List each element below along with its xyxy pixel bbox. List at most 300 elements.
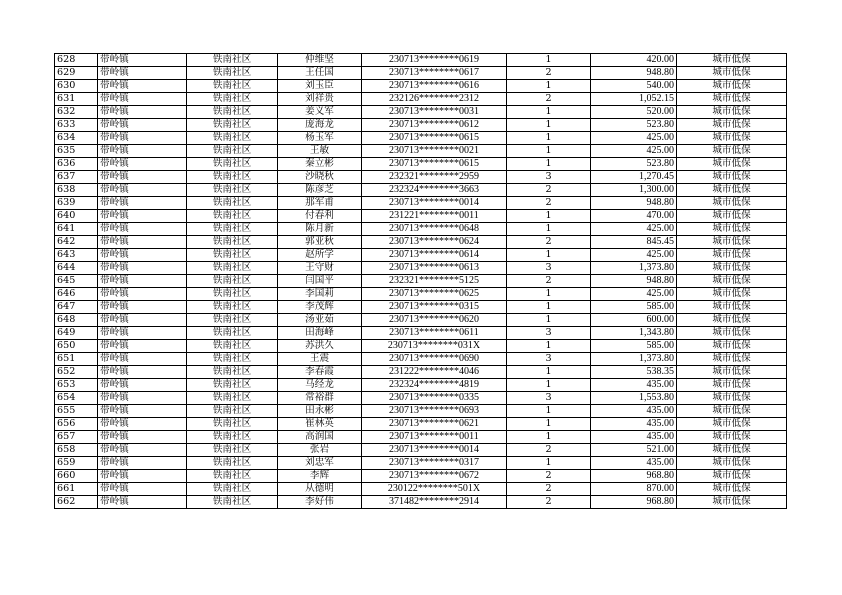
table-row bbox=[55, 379, 787, 392]
amount-cell: 1,300.00 bbox=[591, 184, 677, 197]
town-cell: 带岭镇 bbox=[98, 158, 187, 171]
table-row bbox=[55, 93, 787, 106]
assistance-type-cell: 城市低保 bbox=[677, 379, 787, 392]
town-cell: 带岭镇 bbox=[98, 93, 187, 106]
row-number: 637 bbox=[55, 171, 98, 184]
household-count-cell: 2 bbox=[507, 67, 591, 80]
row-number: 641 bbox=[55, 223, 98, 236]
household-count-cell: 1 bbox=[507, 80, 591, 93]
amount-cell: 435.00 bbox=[591, 379, 677, 392]
community-cell: 铁南社区 bbox=[187, 275, 278, 288]
household-count-cell: 1 bbox=[507, 457, 591, 470]
assistance-type-cell: 城市低保 bbox=[677, 366, 787, 379]
household-count-cell: 1 bbox=[507, 119, 591, 132]
assistance-type-cell: 城市低保 bbox=[677, 93, 787, 106]
id-number-cell: 232321********2959 bbox=[362, 171, 507, 184]
community-cell: 铁南社区 bbox=[187, 171, 278, 184]
assistance-type-cell: 城市低保 bbox=[677, 197, 787, 210]
assistance-type-cell: 城市低保 bbox=[677, 340, 787, 353]
id-number-cell: 230713********0014 bbox=[362, 197, 507, 210]
row-number: 634 bbox=[55, 132, 98, 145]
name-cell: 姜义军 bbox=[278, 106, 362, 119]
amount-cell: 435.00 bbox=[591, 405, 677, 418]
name-cell: 赵所学 bbox=[278, 249, 362, 262]
id-number-cell: 232324********4819 bbox=[362, 379, 507, 392]
community-cell: 铁南社区 bbox=[187, 119, 278, 132]
name-cell: 刘祥贵 bbox=[278, 93, 362, 106]
town-cell: 带岭镇 bbox=[98, 236, 187, 249]
id-number-cell: 232126********2312 bbox=[362, 93, 507, 106]
community-cell: 铁南社区 bbox=[187, 405, 278, 418]
row-number: 633 bbox=[55, 119, 98, 132]
amount-cell: 1,373.80 bbox=[591, 262, 677, 275]
amount-cell: 435.00 bbox=[591, 457, 677, 470]
amount-cell: 425.00 bbox=[591, 132, 677, 145]
table-row bbox=[55, 262, 787, 275]
name-cell: 仲维坚 bbox=[278, 54, 362, 67]
town-cell: 带岭镇 bbox=[98, 470, 187, 483]
assistance-type-cell: 城市低保 bbox=[677, 470, 787, 483]
row-number: 644 bbox=[55, 262, 98, 275]
community-cell: 铁南社区 bbox=[187, 392, 278, 405]
amount-cell: 523.80 bbox=[591, 119, 677, 132]
row-number: 649 bbox=[55, 327, 98, 340]
town-cell: 带岭镇 bbox=[98, 223, 187, 236]
household-count-cell: 1 bbox=[507, 301, 591, 314]
community-cell: 铁南社区 bbox=[187, 67, 278, 80]
town-cell: 带岭镇 bbox=[98, 301, 187, 314]
row-number: 655 bbox=[55, 405, 98, 418]
amount-cell: 425.00 bbox=[591, 288, 677, 301]
household-count-cell: 1 bbox=[507, 314, 591, 327]
table-row bbox=[55, 184, 787, 197]
household-count-cell: 1 bbox=[507, 249, 591, 262]
community-cell: 铁南社区 bbox=[187, 470, 278, 483]
id-number-cell: 230713********0613 bbox=[362, 262, 507, 275]
assistance-type-cell: 城市低保 bbox=[677, 444, 787, 457]
household-count-cell: 1 bbox=[507, 418, 591, 431]
household-count-cell: 1 bbox=[507, 379, 591, 392]
community-cell: 铁南社区 bbox=[187, 457, 278, 470]
table-row bbox=[55, 327, 787, 340]
amount-cell: 521.00 bbox=[591, 444, 677, 457]
household-count-cell: 1 bbox=[507, 431, 591, 444]
name-cell: 田永彬 bbox=[278, 405, 362, 418]
row-number: 654 bbox=[55, 392, 98, 405]
name-cell: 王守财 bbox=[278, 262, 362, 275]
amount-cell: 968.80 bbox=[591, 496, 677, 509]
household-count-cell: 2 bbox=[507, 275, 591, 288]
household-count-cell: 2 bbox=[507, 444, 591, 457]
assistance-type-cell: 城市低保 bbox=[677, 223, 787, 236]
amount-cell: 425.00 bbox=[591, 145, 677, 158]
table-row bbox=[55, 470, 787, 483]
row-number: 639 bbox=[55, 197, 98, 210]
table-row bbox=[55, 210, 787, 223]
table-row bbox=[55, 431, 787, 444]
id-number-cell: 231221********0011 bbox=[362, 210, 507, 223]
assistance-type-cell: 城市低保 bbox=[677, 236, 787, 249]
town-cell: 带岭镇 bbox=[98, 288, 187, 301]
amount-cell: 968.80 bbox=[591, 470, 677, 483]
household-count-cell: 2 bbox=[507, 470, 591, 483]
assistance-type-cell: 城市低保 bbox=[677, 184, 787, 197]
assistance-type-cell: 城市低保 bbox=[677, 457, 787, 470]
row-number: 650 bbox=[55, 340, 98, 353]
id-number-cell: 230713********0021 bbox=[362, 145, 507, 158]
name-cell: 陈月新 bbox=[278, 223, 362, 236]
row-number: 636 bbox=[55, 158, 98, 171]
name-cell: 付春利 bbox=[278, 210, 362, 223]
name-cell: 王任国 bbox=[278, 67, 362, 80]
name-cell: 高润国 bbox=[278, 431, 362, 444]
id-number-cell: 230713********0617 bbox=[362, 67, 507, 80]
row-number: 657 bbox=[55, 431, 98, 444]
row-number: 662 bbox=[55, 496, 98, 509]
household-count-cell: 1 bbox=[507, 210, 591, 223]
community-cell: 铁南社区 bbox=[187, 132, 278, 145]
town-cell: 带岭镇 bbox=[98, 210, 187, 223]
table-row bbox=[55, 236, 787, 249]
id-number-cell: 230713********0031 bbox=[362, 106, 507, 119]
assistance-type-cell: 城市低保 bbox=[677, 145, 787, 158]
table-row bbox=[55, 119, 787, 132]
id-number-cell: 231222********4046 bbox=[362, 366, 507, 379]
table-row bbox=[55, 223, 787, 236]
community-cell: 铁南社区 bbox=[187, 210, 278, 223]
amount-cell: 425.00 bbox=[591, 223, 677, 236]
row-number: 642 bbox=[55, 236, 98, 249]
id-number-cell: 230713********0611 bbox=[362, 327, 507, 340]
community-cell: 铁南社区 bbox=[187, 431, 278, 444]
row-number: 628 bbox=[55, 54, 98, 67]
table-row bbox=[55, 145, 787, 158]
household-count-cell: 1 bbox=[507, 54, 591, 67]
community-cell: 铁南社区 bbox=[187, 184, 278, 197]
town-cell: 带岭镇 bbox=[98, 327, 187, 340]
assistance-type-cell: 城市低保 bbox=[677, 67, 787, 80]
id-number-cell: 230713********0317 bbox=[362, 457, 507, 470]
row-number: 651 bbox=[55, 353, 98, 366]
town-cell: 带岭镇 bbox=[98, 249, 187, 262]
town-cell: 带岭镇 bbox=[98, 197, 187, 210]
table-row bbox=[55, 171, 787, 184]
table-row bbox=[55, 366, 787, 379]
household-count-cell: 2 bbox=[507, 197, 591, 210]
id-number-cell: 230713********0648 bbox=[362, 223, 507, 236]
household-count-cell: 1 bbox=[507, 132, 591, 145]
assistance-type-cell: 城市低保 bbox=[677, 249, 787, 262]
household-count-cell: 1 bbox=[507, 106, 591, 119]
community-cell: 铁南社区 bbox=[187, 353, 278, 366]
assistance-type-cell: 城市低保 bbox=[677, 405, 787, 418]
town-cell: 带岭镇 bbox=[98, 184, 187, 197]
household-count-cell: 1 bbox=[507, 288, 591, 301]
id-number-cell: 232321********5125 bbox=[362, 275, 507, 288]
town-cell: 带岭镇 bbox=[98, 340, 187, 353]
amount-cell: 520.00 bbox=[591, 106, 677, 119]
table-row bbox=[55, 353, 787, 366]
name-cell: 陈彦芝 bbox=[278, 184, 362, 197]
household-count-cell: 1 bbox=[507, 340, 591, 353]
name-cell: 崔林英 bbox=[278, 418, 362, 431]
community-cell: 铁南社区 bbox=[187, 145, 278, 158]
assistance-type-cell: 城市低保 bbox=[677, 392, 787, 405]
community-cell: 铁南社区 bbox=[187, 301, 278, 314]
town-cell: 带岭镇 bbox=[98, 132, 187, 145]
assistance-type-cell: 城市低保 bbox=[677, 119, 787, 132]
table-row bbox=[55, 405, 787, 418]
table-row bbox=[55, 444, 787, 457]
id-number-cell: 230713********0620 bbox=[362, 314, 507, 327]
amount-cell: 845.45 bbox=[591, 236, 677, 249]
row-number: 631 bbox=[55, 93, 98, 106]
community-cell: 铁南社区 bbox=[187, 262, 278, 275]
community-cell: 铁南社区 bbox=[187, 366, 278, 379]
amount-cell: 425.00 bbox=[591, 249, 677, 262]
town-cell: 带岭镇 bbox=[98, 145, 187, 158]
amount-cell: 585.00 bbox=[591, 340, 677, 353]
table-row bbox=[55, 54, 787, 67]
row-number: 640 bbox=[55, 210, 98, 223]
amount-cell: 1,373.80 bbox=[591, 353, 677, 366]
assistance-type-cell: 城市低保 bbox=[677, 314, 787, 327]
assistance-type-cell: 城市低保 bbox=[677, 171, 787, 184]
table-row bbox=[55, 80, 787, 93]
name-cell: 王震 bbox=[278, 353, 362, 366]
household-count-cell: 2 bbox=[507, 236, 591, 249]
id-number-cell: 230713********0335 bbox=[362, 392, 507, 405]
id-number-cell: 230713********0693 bbox=[362, 405, 507, 418]
name-cell: 李国莉 bbox=[278, 288, 362, 301]
town-cell: 带岭镇 bbox=[98, 457, 187, 470]
roster-body bbox=[55, 54, 787, 509]
town-cell: 带岭镇 bbox=[98, 379, 187, 392]
assistance-type-cell: 城市低保 bbox=[677, 210, 787, 223]
town-cell: 带岭镇 bbox=[98, 483, 187, 496]
id-number-cell: 230713********0616 bbox=[362, 80, 507, 93]
table-row bbox=[55, 132, 787, 145]
community-cell: 铁南社区 bbox=[187, 223, 278, 236]
amount-cell: 435.00 bbox=[591, 431, 677, 444]
id-number-cell: 230713********0315 bbox=[362, 301, 507, 314]
amount-cell: 1,553.80 bbox=[591, 392, 677, 405]
row-number: 645 bbox=[55, 275, 98, 288]
amount-cell: 540.00 bbox=[591, 80, 677, 93]
table-row bbox=[55, 275, 787, 288]
id-number-cell: 230713********0672 bbox=[362, 470, 507, 483]
name-cell: 那军甫 bbox=[278, 197, 362, 210]
community-cell: 铁南社区 bbox=[187, 106, 278, 119]
id-number-cell: 230713********0614 bbox=[362, 249, 507, 262]
assistance-type-cell: 城市低保 bbox=[677, 496, 787, 509]
row-number: 635 bbox=[55, 145, 98, 158]
id-number-cell: 230713********0690 bbox=[362, 353, 507, 366]
name-cell: 马经龙 bbox=[278, 379, 362, 392]
community-cell: 铁南社区 bbox=[187, 93, 278, 106]
row-number: 658 bbox=[55, 444, 98, 457]
name-cell: 刘玉臣 bbox=[278, 80, 362, 93]
amount-cell: 870.00 bbox=[591, 483, 677, 496]
row-number: 653 bbox=[55, 379, 98, 392]
assistance-type-cell: 城市低保 bbox=[677, 483, 787, 496]
community-cell: 铁南社区 bbox=[187, 483, 278, 496]
name-cell: 王敏 bbox=[278, 145, 362, 158]
community-cell: 铁南社区 bbox=[187, 327, 278, 340]
table-row bbox=[55, 418, 787, 431]
assistance-type-cell: 城市低保 bbox=[677, 288, 787, 301]
amount-cell: 948.80 bbox=[591, 275, 677, 288]
household-count-cell: 2 bbox=[507, 184, 591, 197]
amount-cell: 470.00 bbox=[591, 210, 677, 223]
amount-cell: 435.00 bbox=[591, 418, 677, 431]
town-cell: 带岭镇 bbox=[98, 54, 187, 67]
community-cell: 铁南社区 bbox=[187, 379, 278, 392]
name-cell: 李春霞 bbox=[278, 366, 362, 379]
name-cell: 郭亚秋 bbox=[278, 236, 362, 249]
name-cell: 沙晓秋 bbox=[278, 171, 362, 184]
name-cell: 张岩 bbox=[278, 444, 362, 457]
community-cell: 铁南社区 bbox=[187, 80, 278, 93]
household-count-cell: 3 bbox=[507, 262, 591, 275]
town-cell: 带岭镇 bbox=[98, 431, 187, 444]
household-count-cell: 3 bbox=[507, 392, 591, 405]
assistance-type-cell: 城市低保 bbox=[677, 418, 787, 431]
id-number-cell: 230713********0612 bbox=[362, 119, 507, 132]
assistance-type-cell: 城市低保 bbox=[677, 158, 787, 171]
assistance-type-cell: 城市低保 bbox=[677, 106, 787, 119]
table-row bbox=[55, 288, 787, 301]
table-row bbox=[55, 392, 787, 405]
amount-cell: 420.00 bbox=[591, 54, 677, 67]
name-cell: 秦立彬 bbox=[278, 158, 362, 171]
assistance-type-cell: 城市低保 bbox=[677, 431, 787, 444]
amount-cell: 600.00 bbox=[591, 314, 677, 327]
name-cell: 常裕群 bbox=[278, 392, 362, 405]
amount-cell: 948.80 bbox=[591, 67, 677, 80]
name-cell: 庞海龙 bbox=[278, 119, 362, 132]
town-cell: 带岭镇 bbox=[98, 67, 187, 80]
assistance-roster-table bbox=[54, 53, 787, 509]
name-cell: 杨玉军 bbox=[278, 132, 362, 145]
row-number: 646 bbox=[55, 288, 98, 301]
town-cell: 带岭镇 bbox=[98, 275, 187, 288]
id-number-cell: 232324********3663 bbox=[362, 184, 507, 197]
name-cell: 田海峰 bbox=[278, 327, 362, 340]
table-row bbox=[55, 314, 787, 327]
id-number-cell: 230713********0011 bbox=[362, 431, 507, 444]
row-number: 648 bbox=[55, 314, 98, 327]
id-number-cell: 230713********0621 bbox=[362, 418, 507, 431]
town-cell: 带岭镇 bbox=[98, 366, 187, 379]
row-number: 661 bbox=[55, 483, 98, 496]
name-cell: 汤亚茹 bbox=[278, 314, 362, 327]
amount-cell: 523.80 bbox=[591, 158, 677, 171]
table-row bbox=[55, 158, 787, 171]
table-row bbox=[55, 483, 787, 496]
town-cell: 带岭镇 bbox=[98, 80, 187, 93]
row-number: 656 bbox=[55, 418, 98, 431]
household-count-cell: 3 bbox=[507, 171, 591, 184]
town-cell: 带岭镇 bbox=[98, 262, 187, 275]
community-cell: 铁南社区 bbox=[187, 418, 278, 431]
household-count-cell: 3 bbox=[507, 327, 591, 340]
name-cell: 李辉 bbox=[278, 470, 362, 483]
town-cell: 带岭镇 bbox=[98, 314, 187, 327]
table-row bbox=[55, 496, 787, 509]
amount-cell: 948.80 bbox=[591, 197, 677, 210]
community-cell: 铁南社区 bbox=[187, 288, 278, 301]
row-number: 629 bbox=[55, 67, 98, 80]
id-number-cell: 230713********031X bbox=[362, 340, 507, 353]
assistance-type-cell: 城市低保 bbox=[677, 132, 787, 145]
id-number-cell: 230122********501X bbox=[362, 483, 507, 496]
community-cell: 铁南社区 bbox=[187, 158, 278, 171]
assistance-type-cell: 城市低保 bbox=[677, 54, 787, 67]
id-number-cell: 230713********0619 bbox=[362, 54, 507, 67]
table-row bbox=[55, 301, 787, 314]
community-cell: 铁南社区 bbox=[187, 314, 278, 327]
town-cell: 带岭镇 bbox=[98, 392, 187, 405]
id-number-cell: 230713********0014 bbox=[362, 444, 507, 457]
town-cell: 带岭镇 bbox=[98, 171, 187, 184]
assistance-type-cell: 城市低保 bbox=[677, 301, 787, 314]
community-cell: 铁南社区 bbox=[187, 340, 278, 353]
community-cell: 铁南社区 bbox=[187, 54, 278, 67]
amount-cell: 1,270.45 bbox=[591, 171, 677, 184]
row-number: 659 bbox=[55, 457, 98, 470]
household-count-cell: 1 bbox=[507, 158, 591, 171]
household-count-cell: 1 bbox=[507, 405, 591, 418]
town-cell: 带岭镇 bbox=[98, 444, 187, 457]
town-cell: 带岭镇 bbox=[98, 353, 187, 366]
household-count-cell: 1 bbox=[507, 145, 591, 158]
assistance-type-cell: 城市低保 bbox=[677, 80, 787, 93]
table-row bbox=[55, 249, 787, 262]
row-number: 652 bbox=[55, 366, 98, 379]
table-row bbox=[55, 106, 787, 119]
assistance-type-cell: 城市低保 bbox=[677, 327, 787, 340]
amount-cell: 538.35 bbox=[591, 366, 677, 379]
id-number-cell: 230713********0625 bbox=[362, 288, 507, 301]
table-row bbox=[55, 457, 787, 470]
community-cell: 铁南社区 bbox=[187, 249, 278, 262]
household-count-cell: 2 bbox=[507, 483, 591, 496]
assistance-type-cell: 城市低保 bbox=[677, 262, 787, 275]
name-cell: 刘忠军 bbox=[278, 457, 362, 470]
name-cell: 闫国平 bbox=[278, 275, 362, 288]
amount-cell: 1,343.80 bbox=[591, 327, 677, 340]
assistance-type-cell: 城市低保 bbox=[677, 275, 787, 288]
row-number: 630 bbox=[55, 80, 98, 93]
town-cell: 带岭镇 bbox=[98, 405, 187, 418]
name-cell: 苏洪久 bbox=[278, 340, 362, 353]
id-number-cell: 230713********0615 bbox=[362, 132, 507, 145]
household-count-cell: 2 bbox=[507, 93, 591, 106]
id-number-cell: 230713********0624 bbox=[362, 236, 507, 249]
id-number-cell: 371482********2914 bbox=[362, 496, 507, 509]
row-number: 632 bbox=[55, 106, 98, 119]
town-cell: 带岭镇 bbox=[98, 106, 187, 119]
household-count-cell: 1 bbox=[507, 366, 591, 379]
household-count-cell: 3 bbox=[507, 353, 591, 366]
household-count-cell: 2 bbox=[507, 496, 591, 509]
town-cell: 带岭镇 bbox=[98, 418, 187, 431]
table-row bbox=[55, 340, 787, 353]
name-cell: 李好伟 bbox=[278, 496, 362, 509]
row-number: 647 bbox=[55, 301, 98, 314]
name-cell: 从德明 bbox=[278, 483, 362, 496]
